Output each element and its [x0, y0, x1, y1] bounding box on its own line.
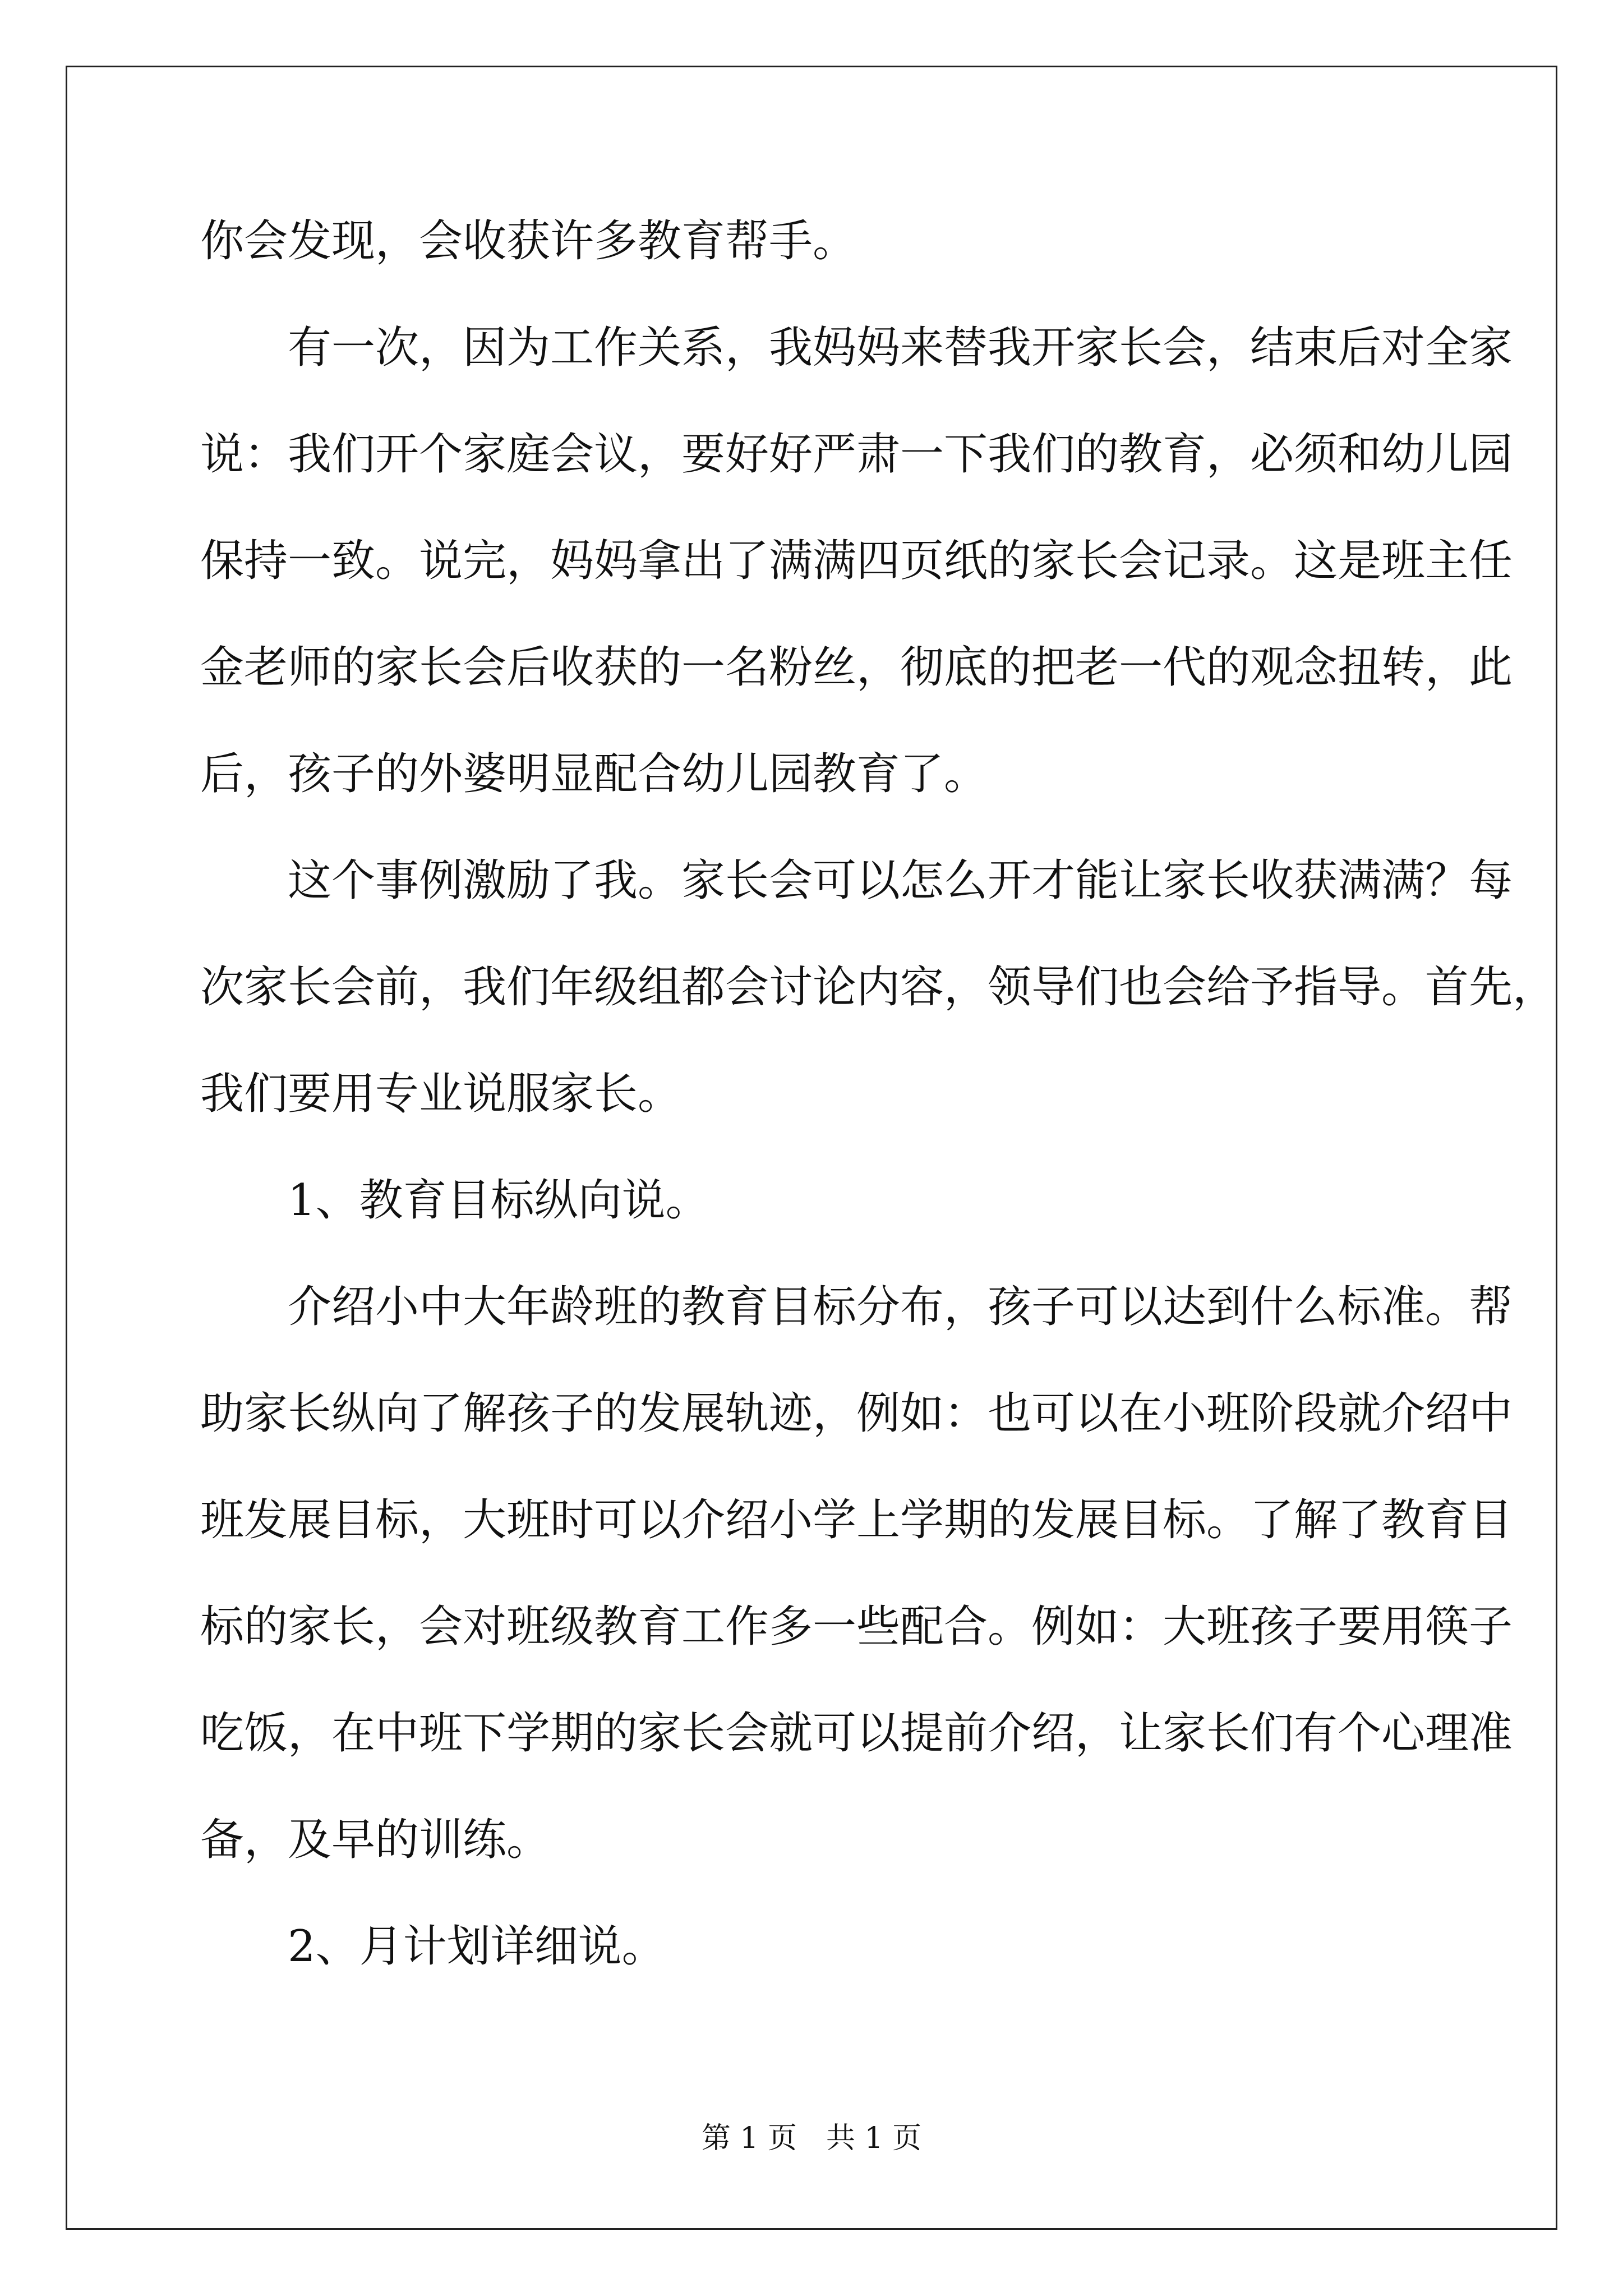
- text-line: 有一次，因为工作关系，我妈妈来替我开家长会，结束后对全家: [288, 323, 1513, 373]
- text-line: 我们要用专业说服家长。: [200, 1069, 682, 1119]
- text-line: 次家长会前，我们年级组都会讨论内容，领导们也会给予指导。首先，: [200, 962, 1557, 1013]
- text-line: 你会发现，会收获许多教育帮手。: [200, 216, 857, 266]
- text-line: 保持一致。说完，妈妈拿出了满满四页纸的家长会记录。这是班主任: [200, 536, 1513, 586]
- text-line: 这个事例激励了我。家长会可以怎么开才能让家长收获满满？每: [288, 855, 1513, 906]
- text-line: 吃饭，在中班下学期的家长会就可以提前介绍，让家长们有个心理准: [200, 1708, 1513, 1759]
- text-line: 介绍小中大年龄班的教育目标分布，孩子可以达到什么标准。帮: [288, 1282, 1513, 1332]
- text-line: 备，及早的训练。: [200, 1815, 551, 1865]
- list-heading: 1、教育目标纵向说。: [288, 1175, 709, 1226]
- list-heading: 2、月计划详细说。: [288, 1921, 666, 1972]
- text-line: 班发展目标，大班时可以介绍小学上学期的发展目标。了解了教育目: [200, 1495, 1513, 1545]
- text-line: 金老师的家长会后收获的一名粉丝，彻底的把老一代的观念扭转，此: [200, 642, 1513, 693]
- text-line: 说：我们开个家庭会议，要好好严肃一下我们的教育，必须和幼儿园: [200, 429, 1513, 480]
- page-border: [66, 66, 1557, 2230]
- text-line: 标的家长，会对班级教育工作多一些配合。例如：大班孩子要用筷子: [200, 1602, 1513, 1652]
- page-footer: 第 1 页 共 1 页: [701, 2122, 922, 2155]
- text-line: 后，孩子的外婆明显配合幼儿园教育了。: [200, 749, 988, 799]
- text-line: 助家长纵向了解孩子的发展轨迹，例如：也可以在小班阶段就介绍中: [200, 1388, 1513, 1439]
